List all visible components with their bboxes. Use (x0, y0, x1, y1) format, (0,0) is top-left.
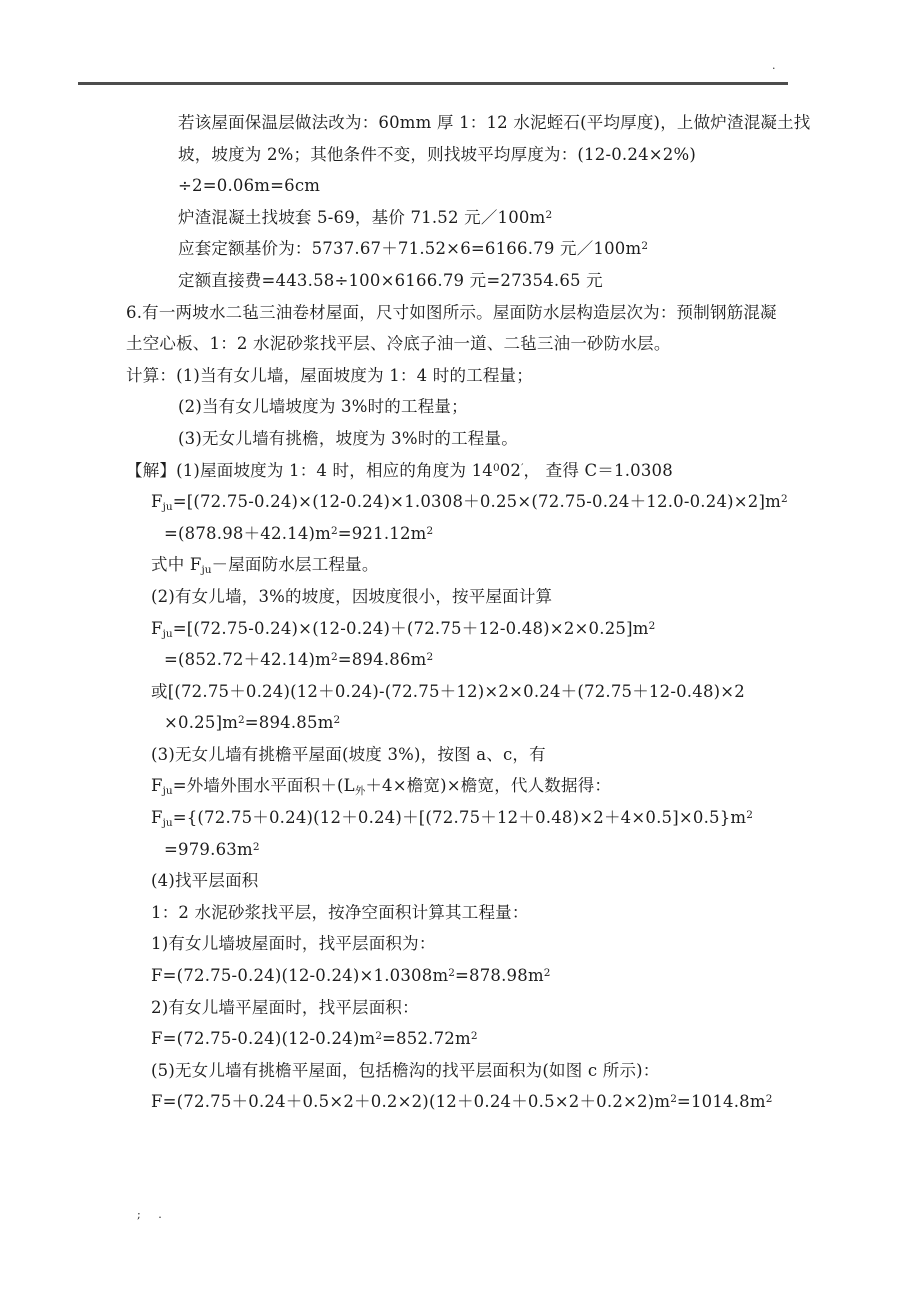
text-line: $F=(72.75-0.24)(12-0.24)m^2=852.72m^2$ (151, 1029, 478, 1049)
text-line: 或[(72.75＋0.24)(12＋0.24)-(72.75＋12)×2×0.24＋(72.75＋12-0.48)×2 (151, 681, 746, 701)
top-dot-mark: . (772, 59, 776, 72)
text-line: 炉渣混凝土找坡套 5-69，基价 71.52 元$/100m^2$ (178, 207, 553, 227)
text-line: (4)找平层面积 (151, 871, 259, 891)
text-line: $=(878.98+42.14)m^2=921.12m^2$ (164, 523, 434, 543)
text-line: $F_{ju}=$外墙外围水平面积$+(L_外+4\times$檐宽)×檐宽，代人数据得： (151, 776, 612, 798)
top-divider (78, 82, 788, 85)
text-line: 2)有女儿墙平屋面时，找平层面积： (151, 997, 419, 1017)
text-line: 计算：(1)当有女儿墙，屋面坡度为 1：4 时的工程量； (126, 365, 533, 385)
text-line: 若该屋面保温层做法改为：60mm 厚 1：12 水泥蛭石(平均厚度)，上做炉渣混凝土找 (178, 113, 811, 132)
text-line: (2)当有女儿墙坡度为 3%时的工程量； (178, 397, 468, 417)
text-line: 6.有一两坡水二毡三油卷材屋面，尺寸如图所示。屋面防水层构造层次为：预制钢筋混凝 (126, 302, 777, 322)
text-line: $=(852.72+42.14)m^2=894.86m^2$ (164, 650, 434, 670)
text-line: $F=(72.75+0.24+0.5\times 2+0.2\times 2)(12+0.24+0.5\times 2+0.2\times 2)m^2=1014.8m^2$ (151, 1092, 773, 1112)
text-line: $=979.63m^2$ (164, 839, 260, 859)
text-line: 定额直接费=443.58÷100×6166.79 元=27354.65 元 (178, 270, 603, 290)
text-line: ÷2=0.06m=6cm (178, 176, 321, 196)
text-line: 应套定额基价为：5737.67＋71.52×6=6166.79 元$/100m^2$ (178, 239, 649, 259)
document-body (0, 107, 920, 1118)
text-line: $\times 0.25]m^2=894.85m^2$ (164, 713, 341, 733)
text-line: 土空心板、1：2 水泥砂浆找平层、冷底子油一道、二毡三油一砂防水层。 (126, 334, 671, 354)
text-line: 1：2 水泥砂浆找平层，按净空面积计算其工程量： (151, 902, 529, 922)
text-line: $F_{ju}=[(72.75-0.24)\times(12-0.24)\times 1.0308+0.25\times(72.75-0.24+12.0-0.24)\times 2]m^2$ (151, 492, 788, 514)
text-line: 1)有女儿墙坡屋面时，找平层面积为： (151, 934, 436, 954)
text-line: $F_{ju}=[(72.75-0.24)\times(12-0.24)+(72.75+12-0.48)\times 2\times 0.25]m^2$ (151, 618, 656, 640)
text-line: 坡，坡度为 2%；其他条件不变，则找坡平均厚度为：(12-0.24×2%) (178, 144, 697, 164)
text-line: (2)有女儿墙，3%的坡度，因坡度很小，按平屋面计算 (151, 586, 553, 606)
text-line: 式中 $F_{ju}-$屋面防水层工程量。 (151, 555, 379, 577)
text-line: (3)无女儿墙有挑檐平屋面(坡度 3%)，按图 a、c，有 (151, 744, 546, 764)
bottom-page-marks: ; . (137, 1208, 169, 1221)
text-line: (5)无女儿墙有挑檐平屋面，包括檐沟的找平层面积为(如图 c 所示)： (151, 1060, 660, 1080)
text-line: $F_{ju}=\{(72.75+0.24)(12+0.24)+[(72.75+12+0.48)\times 2+4\times 0.5]\times 0.5\}m^2$ (151, 808, 753, 830)
text-line: 【解】(1)屋面坡度为 1：4 时，相应的角度为 $14^002'$， 查得 C＝1.0308 (126, 460, 673, 480)
text-line: (3)无女儿墙有挑檐，坡度为 3%时的工程量。 (178, 428, 518, 448)
text-line: $F=(72.75-0.24)(12-0.24)\times 1.0308m^2=878.98m^2$ (151, 966, 551, 986)
